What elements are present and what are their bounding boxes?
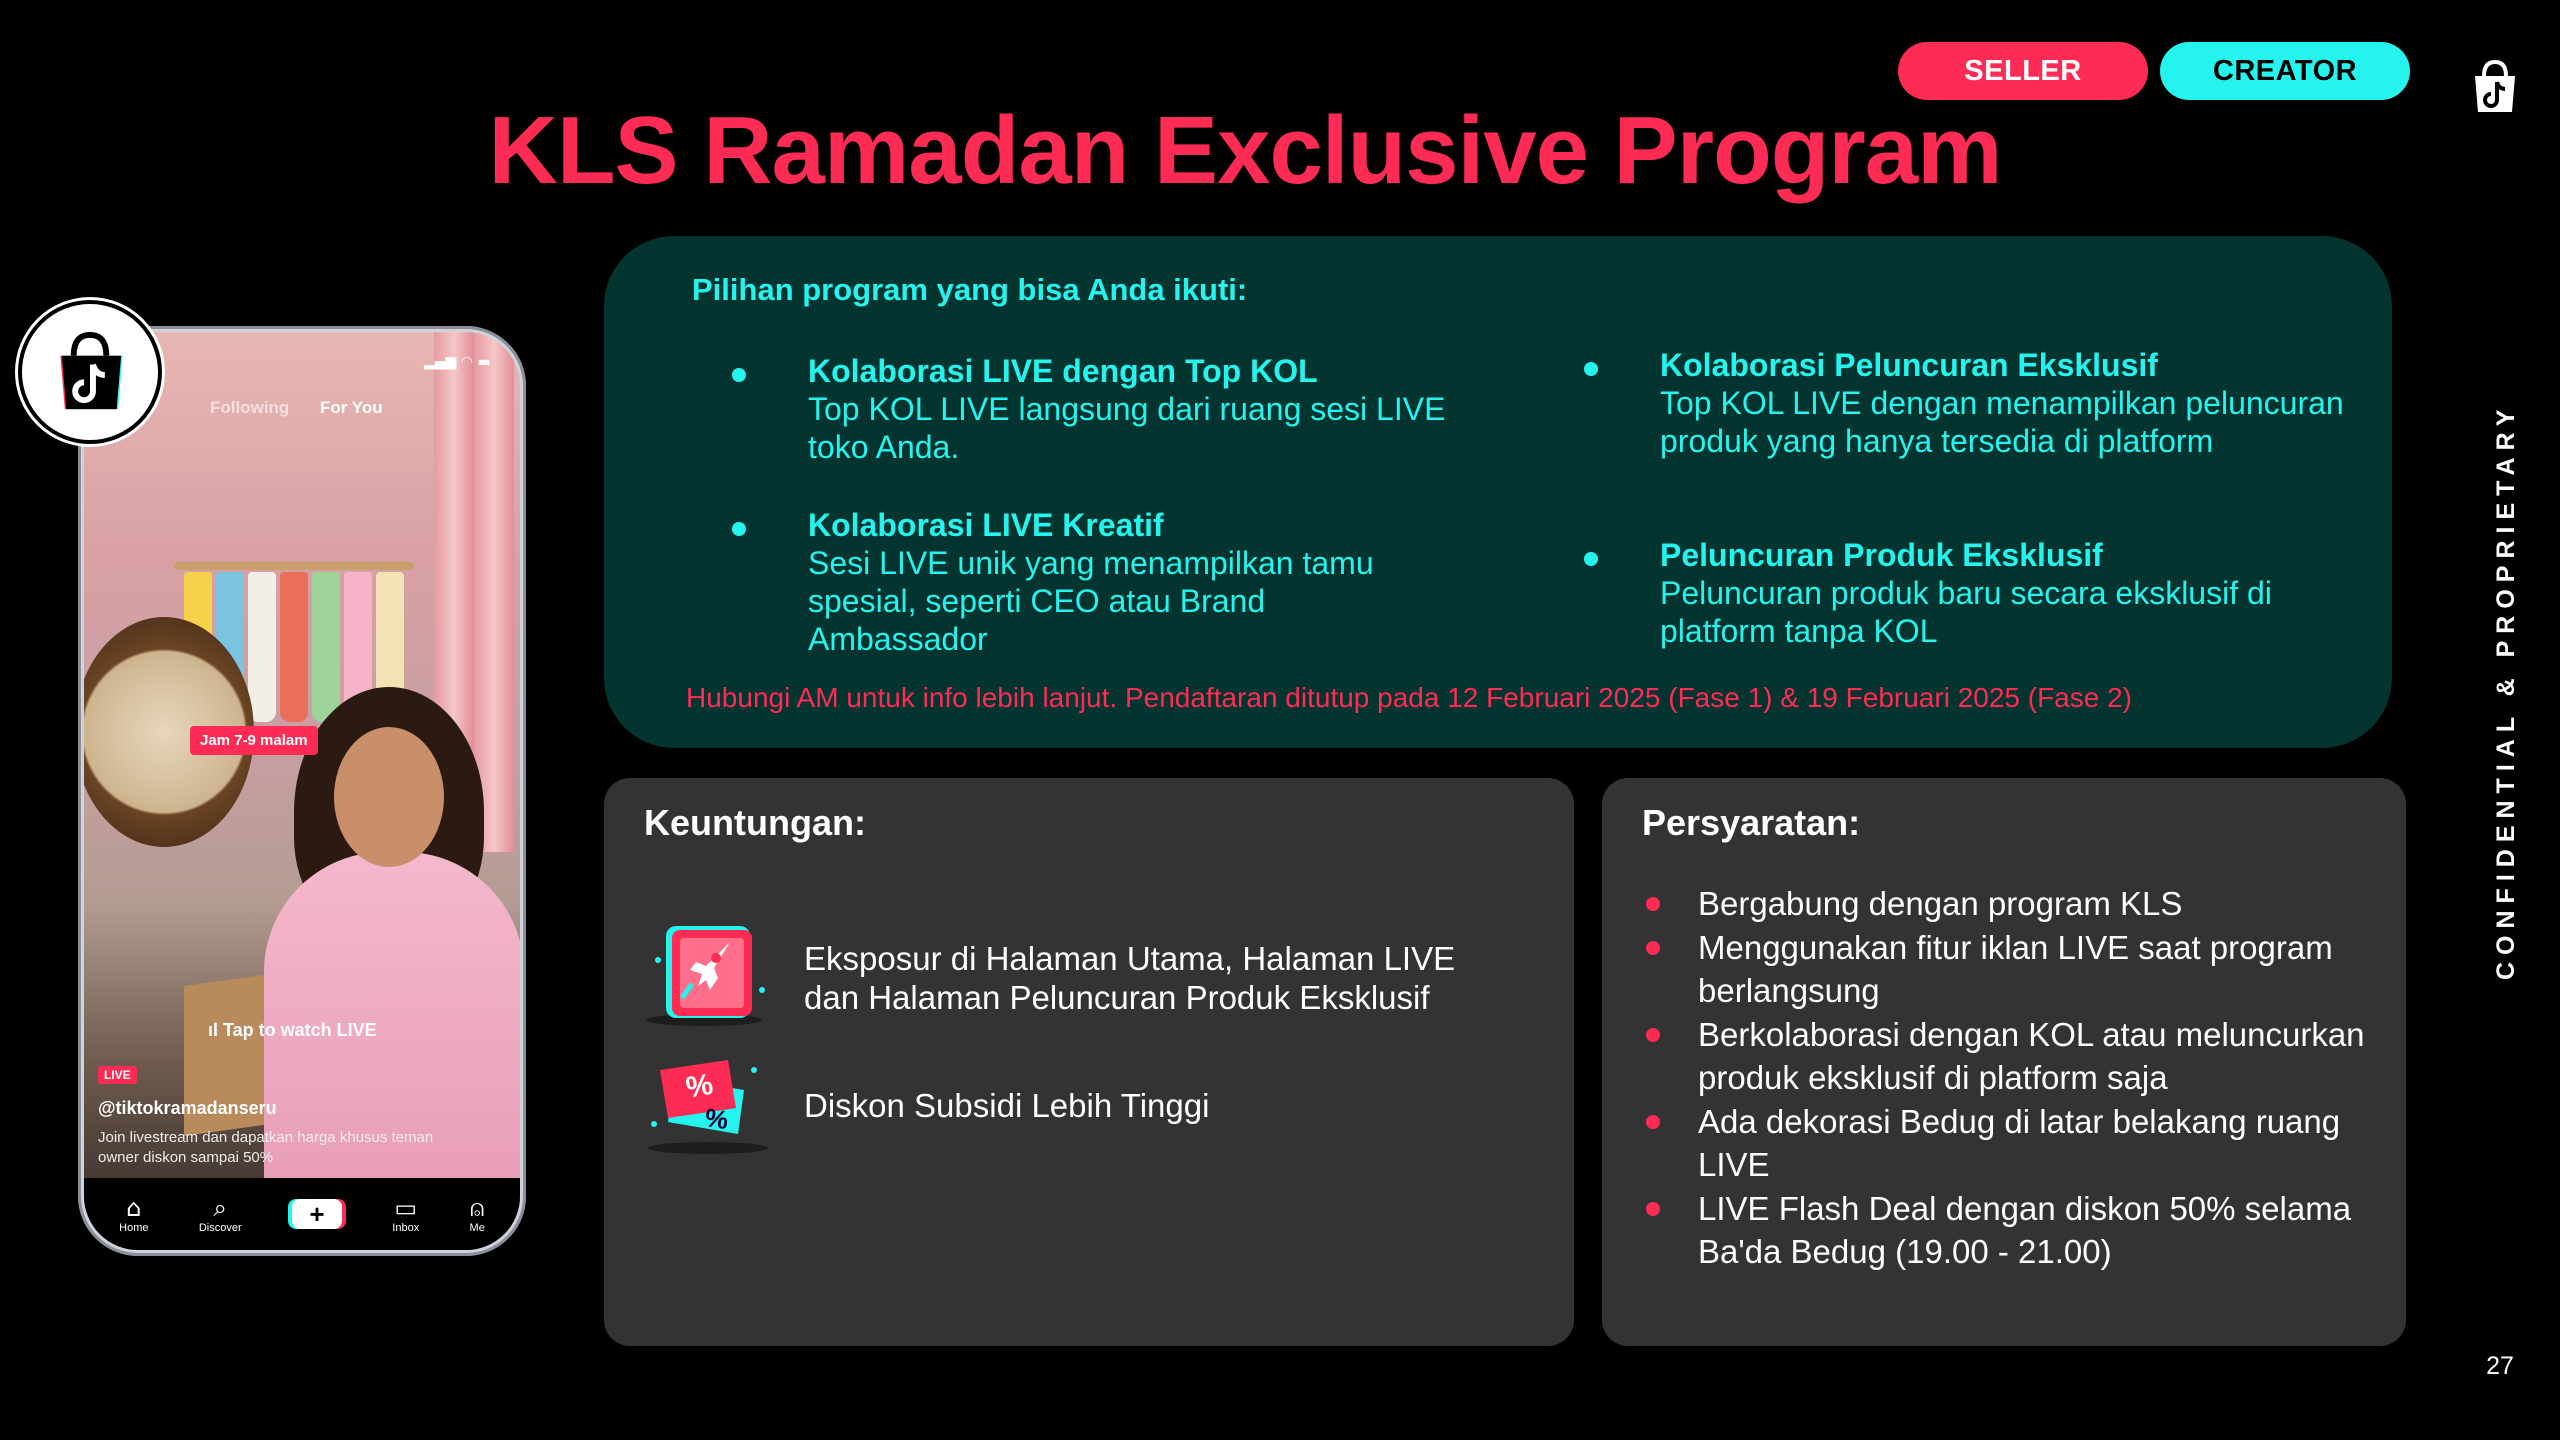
requirement-item: [1642, 1100, 2382, 1186]
clothing-item: [280, 572, 308, 722]
time-pill: Jam 7-9 malam: [190, 726, 318, 755]
bullet-dot: [1646, 1028, 1660, 1042]
bullet-dot: [732, 522, 746, 536]
tiktok-shop-logo-icon: [2470, 58, 2520, 116]
live-badge: LIVE: [98, 1066, 137, 1084]
creator-button[interactable]: CREATOR: [2160, 42, 2410, 100]
benefit-text: Eksposur di Halaman Utama, Halaman LIVE dan Halaman Peluncuran Produk Eksklusif: [804, 939, 1456, 1016]
page-number: 27: [2486, 1352, 2514, 1380]
bullet-dot: [1646, 1115, 1660, 1129]
benefits-panel: [604, 778, 1574, 1346]
clothing-item: [248, 572, 276, 722]
home-icon: ⌂: [126, 1194, 142, 1222]
nav-home[interactable]: [119, 1194, 148, 1234]
plus-icon: +: [292, 1199, 342, 1229]
bullet-dot: [1646, 897, 1660, 911]
curtain-decoration: [474, 332, 514, 852]
program-item: [808, 352, 1448, 466]
status-bar-icons: ▂▄▆ ◠ ▬: [424, 354, 491, 370]
host-body: [264, 852, 520, 1232]
svg-text:%: %: [703, 1102, 731, 1136]
tiktok-shop-badge-icon: [18, 300, 162, 444]
program-heading: Pilihan program yang bisa Anda ikuti:: [692, 272, 1248, 307]
program-item-title: Kolaborasi Peluncuran Eksklusif: [1660, 347, 2158, 383]
host-face: [334, 727, 444, 867]
search-icon: ⌕: [213, 1194, 227, 1222]
requirement-text: Menggunakan fitur iklan LIVE saat program berlangsung: [1698, 929, 2333, 1009]
program-item: [1660, 346, 2350, 460]
benefit-item: [644, 920, 1504, 1035]
requirement-item: [1642, 926, 2382, 1012]
bullet-dot: [732, 368, 746, 382]
nav-create[interactable]: [292, 1199, 342, 1229]
requirement-text: LIVE Flash Deal dengan diskon 50% selama Ba'da Bedug (19.00 - 21.00): [1698, 1190, 2352, 1270]
video-caption: Join livestream dan dapatkan harga khusus teman owner diskon sampai 50%: [98, 1129, 434, 1166]
requirements-title: Persyaratan:: [1642, 802, 1861, 843]
inbox-icon: ▭: [394, 1194, 418, 1222]
confidential-label: CONFIDENTIAL & PROPRIETARY: [2492, 402, 2520, 980]
program-item-title: Kolaborasi LIVE Kreatif: [808, 507, 1164, 543]
bullet-dot: [1646, 941, 1660, 955]
program-item-desc: Sesi LIVE unik yang menampilkan tamu spesial, seperti CEO atau Brand Ambassador: [808, 545, 1374, 657]
nav-label: Discover: [198, 1222, 242, 1234]
requirement-item: [1642, 1013, 2382, 1099]
program-item: [808, 506, 1448, 658]
bullet-dot: [1646, 1202, 1660, 1216]
creator-handle[interactable]: @tiktokramadanseru: [98, 1098, 277, 1118]
program-item-desc: Top KOL LIVE langsung dari ruang sesi LIVE toko Anda.: [808, 391, 1446, 465]
phone-bottom-nav: [84, 1178, 520, 1250]
clothing-item: [312, 572, 340, 722]
benefit-item: [644, 1048, 1504, 1163]
seller-button[interactable]: SELLER: [1898, 42, 2148, 100]
bullet-dot: [1584, 552, 1598, 566]
requirement-text: Berkolaborasi dengan KOL atau meluncurkan produk eksklusif di platform saja: [1698, 1016, 2365, 1096]
requirements-panel: [1602, 778, 2406, 1346]
phone-screen: [84, 332, 520, 1250]
bullet-dot: [1584, 362, 1598, 376]
rocket-phone-icon: [644, 920, 772, 1035]
tab-following[interactable]: Following: [210, 398, 290, 417]
nav-label: Home: [119, 1222, 149, 1234]
profile-icon: ⍝: [469, 1194, 485, 1222]
tap-to-watch-live[interactable]: ıl Tap to watch LIVE: [208, 1020, 377, 1040]
page-title: KLS Ramadan Exclusive Program: [488, 97, 2002, 204]
svg-text:%: %: [683, 1067, 716, 1105]
nav-discover[interactable]: [199, 1194, 242, 1234]
program-item: [1660, 536, 2350, 650]
requirement-text: Bergabung dengan program KLS: [1698, 885, 2183, 922]
registration-note: Hubungi AM untuk info lebih lanjut. Pendaftaran ditutup pada 12 Februari 2025 (Fase 1) & 19 Februari 2025 (Fase 2): [686, 682, 2133, 713]
requirement-text: Ada dekorasi Bedug di latar belakang ruang LIVE: [1698, 1103, 2341, 1183]
nav-me[interactable]: [470, 1194, 485, 1234]
benefit-text: Diskon Subsidi Lebih Tinggi: [804, 1087, 1210, 1124]
program-item-desc: Peluncuran produk baru secara eksklusif di platform tanpa KOL: [1660, 575, 2272, 649]
nav-label: Inbox: [392, 1222, 420, 1234]
requirement-item: [1642, 882, 2382, 925]
nav-label: Me: [469, 1222, 485, 1234]
program-item-title: Kolaborasi LIVE dengan Top KOL: [808, 353, 1318, 389]
program-item-desc: Top KOL LIVE dengan menampilkan peluncuran produk yang hanya tersedia di platform: [1660, 385, 2344, 459]
phone-mockup: [78, 326, 526, 1256]
program-item-title: Peluncuran Produk Eksklusif: [1660, 537, 2103, 573]
discount-ticket-icon: [644, 1048, 772, 1163]
nav-inbox[interactable]: [392, 1194, 419, 1234]
program-options-panel: [604, 236, 2392, 748]
tab-for-you[interactable]: For You: [320, 398, 383, 417]
requirement-item: [1642, 1187, 2382, 1273]
requirements-list: [1642, 882, 2382, 1274]
benefits-title: Keuntungan:: [644, 802, 866, 843]
clothing-rack: [174, 562, 414, 570]
